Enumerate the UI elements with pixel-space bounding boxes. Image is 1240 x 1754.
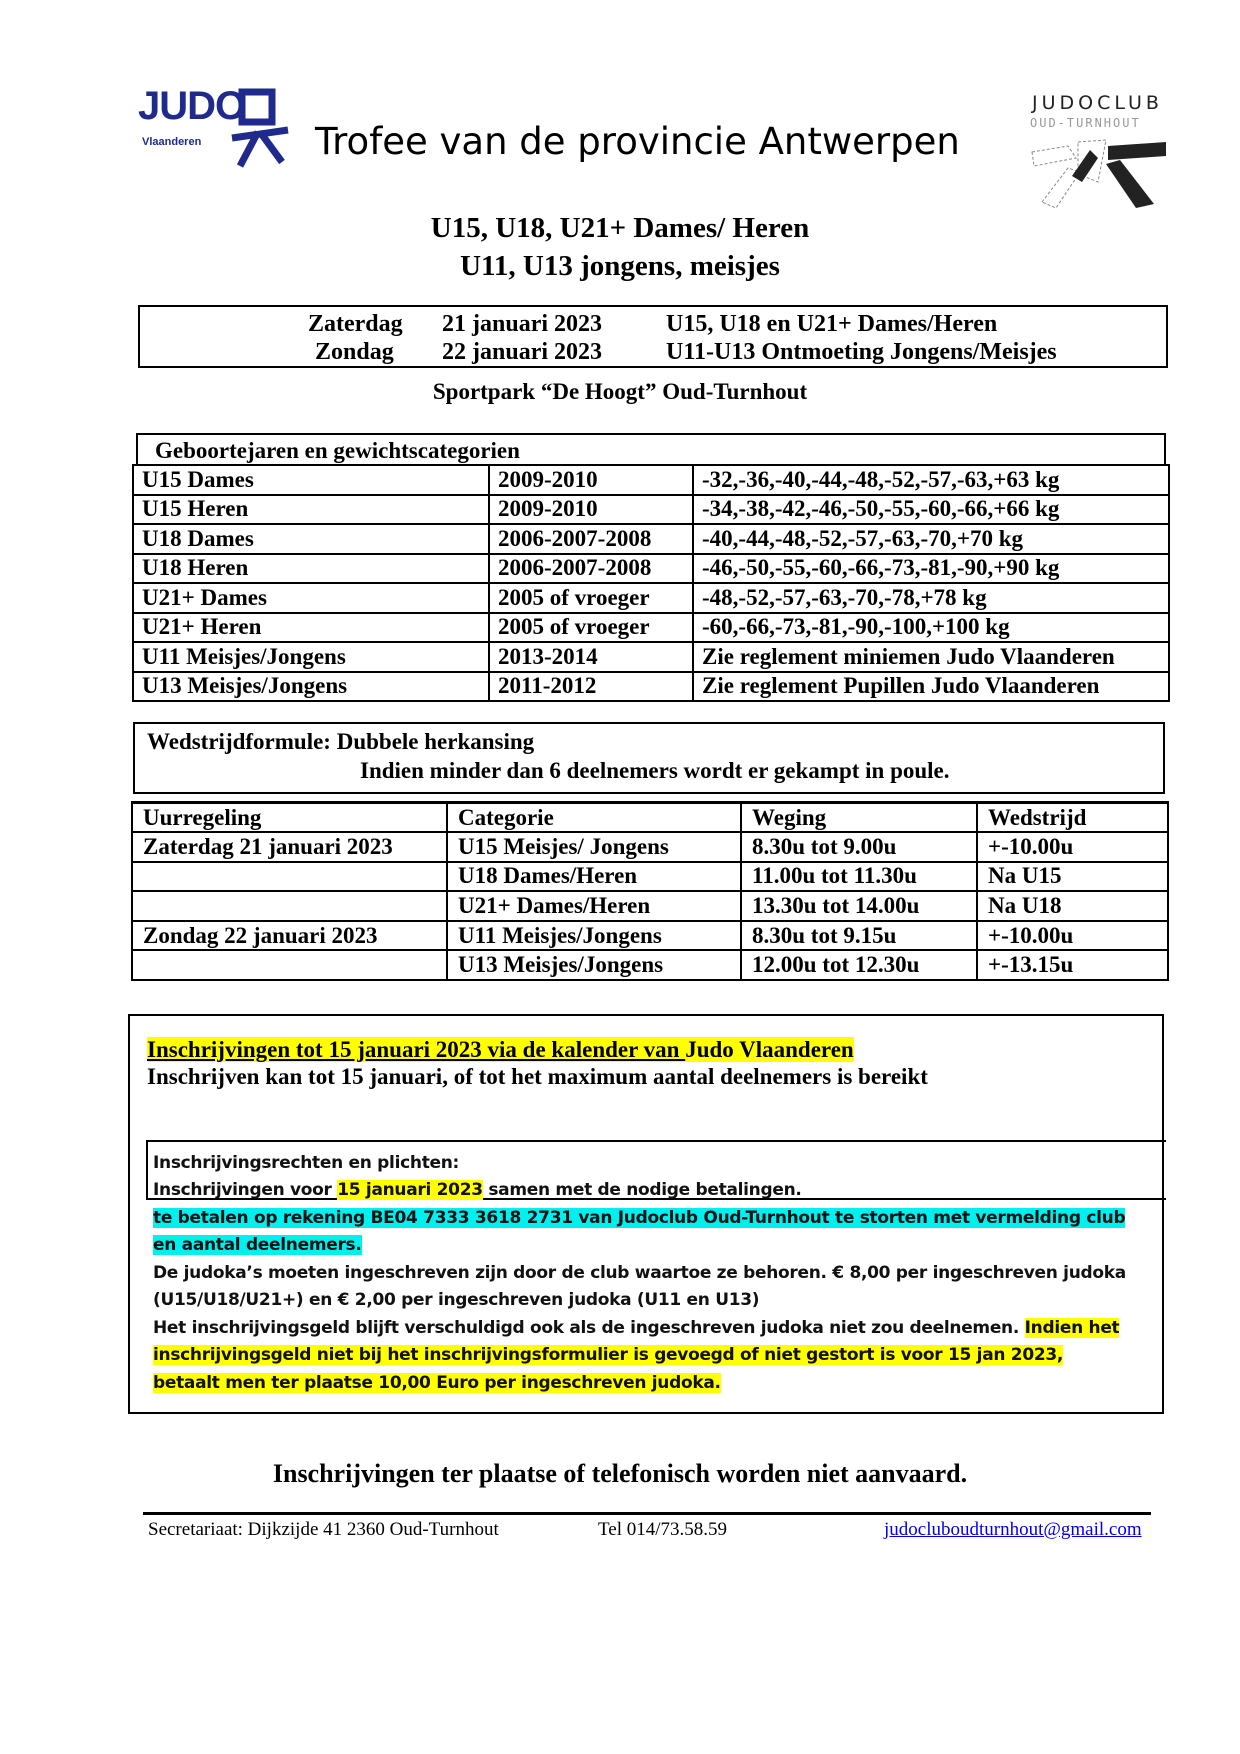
footer-divider bbox=[143, 1512, 1151, 1515]
fee-due-highlight: Indien het bbox=[1024, 1318, 1120, 1338]
category-row bbox=[133, 465, 1169, 495]
schedule-day: Zaterdag 21 januari 2023 bbox=[132, 832, 447, 862]
rights-heading: Inschrijvingsrechten en plichten: bbox=[153, 1153, 460, 1173]
schedule-day: Zondag 22 januari 2023 bbox=[132, 921, 447, 951]
category-row bbox=[133, 613, 1169, 643]
category-weights: Zie reglement Pupillen Judo Vlaanderen bbox=[693, 672, 1169, 702]
page-title: Trofee van de provincie Antwerpen bbox=[315, 120, 960, 163]
schedule-row bbox=[132, 921, 1168, 951]
footer-email-link[interactable]: judocluboudturnhout@gmail.com bbox=[884, 1519, 1142, 1540]
schedule-day bbox=[132, 862, 447, 892]
no-onsite-registration-notice: Inschrijvingen ter plaatse of telefonisch worden niet aanvaard. bbox=[272, 1459, 968, 1488]
category-name: U15 Heren bbox=[133, 495, 489, 525]
category-row bbox=[133, 495, 1169, 525]
schedule-column-header: Uurregeling bbox=[132, 803, 447, 833]
schedule-header-row bbox=[132, 803, 1168, 833]
date-date: 21 januari 2023 bbox=[442, 311, 603, 337]
category-name: U18 Heren bbox=[133, 554, 489, 584]
formula-line: Wedstrijdformule: Dubbele herkansing bbox=[147, 729, 535, 754]
footer-phone: Tel 014/73.58.59 bbox=[598, 1519, 728, 1540]
schedule-row bbox=[132, 950, 1168, 980]
category-row bbox=[133, 642, 1169, 672]
category-weights: Zie reglement miniemen Judo Vlaanderen bbox=[693, 642, 1169, 672]
judo-belt-icon bbox=[1028, 132, 1168, 212]
date-date: 22 januari 2023 bbox=[442, 339, 603, 365]
categories-heading: Geboortejaren en gewichtscategorien bbox=[155, 438, 520, 463]
category-name: U15 Dames bbox=[133, 465, 489, 495]
schedule-category: U18 Dames/Heren bbox=[447, 862, 741, 892]
payment-account-line-2: en aantal deelnemers. bbox=[153, 1235, 362, 1255]
category-birth-years: 2009-2010 bbox=[489, 465, 693, 495]
payment-account-line: te betalen op rekening BE04 7333 3618 2731 van Judoclub Oud-Turnhout te storten met vermelding club bbox=[153, 1208, 1126, 1228]
fee-due-line-2-wrap bbox=[153, 1342, 1063, 1369]
schedule-table bbox=[131, 801, 1169, 981]
schedule-weigh-in: 8.30u tot 9.15u bbox=[741, 921, 977, 951]
payment-line-1-wrap bbox=[153, 1205, 1125, 1232]
category-row bbox=[133, 583, 1169, 613]
schedule-column-header: Wedstrijd bbox=[977, 803, 1168, 833]
judoclub-oud-turnhout-logo bbox=[1028, 92, 1170, 222]
category-birth-years: 2005 of vroeger bbox=[489, 613, 693, 643]
fee-line-1: De judoka’s moeten ingeschreven zijn door de club waartoe ze behoren. € 8,00 per ingeschreven judoka bbox=[153, 1263, 1126, 1283]
schedule-weigh-in: 8.30u tot 9.00u bbox=[741, 832, 977, 862]
schedule-category: U21+ Dames/Heren bbox=[447, 891, 741, 921]
judo-logo-word: JUDO bbox=[138, 84, 246, 128]
rights-deadline-pre: Inschrijvingen voor bbox=[153, 1180, 338, 1200]
fee-due-line-3-wrap bbox=[153, 1370, 721, 1397]
category-weights: -48,-52,-57,-63,-70,-78,+78 kg bbox=[693, 583, 1169, 613]
fee-due-line-2: inschrijvingsgeld niet bij het inschrijvingsformulier is gevoegd of niet gestort is voor 15 jan 2023, bbox=[153, 1345, 1064, 1365]
date-categories: U15, U18 en U21+ Dames/Heren bbox=[666, 311, 998, 337]
category-row bbox=[133, 524, 1169, 554]
fee-due-line-3: betaalt men ter plaatse 10,00 Euro per ingeschreven judoka. bbox=[153, 1373, 721, 1393]
judo-vlaanderen-logo bbox=[138, 86, 288, 176]
club-logo-name: JUDOCLUB bbox=[1032, 92, 1163, 114]
rights-deadline-date: 15 januari 2023 bbox=[337, 1180, 483, 1200]
schedule-category: U15 Meisjes/ Jongens bbox=[447, 832, 741, 862]
payment-line-2-wrap bbox=[153, 1232, 362, 1259]
category-birth-years: 2006-2007-2008 bbox=[489, 524, 693, 554]
schedule-category: U13 Meisjes/Jongens bbox=[447, 950, 741, 980]
footer-address: Secretariaat: Dijkzijde 41 2360 Oud-Turnhout bbox=[148, 1519, 499, 1540]
registration-deadline-line bbox=[147, 1036, 854, 1064]
rights-deadline-line bbox=[153, 1177, 802, 1204]
category-weights: -60,-66,-73,-81,-90,-100,+100 kg bbox=[693, 613, 1169, 643]
schedule-start: +-10.00u bbox=[977, 921, 1168, 951]
schedule-row bbox=[132, 891, 1168, 921]
fee-due-line-1 bbox=[153, 1315, 1119, 1342]
categories-heading-box bbox=[136, 433, 1166, 466]
schedule-weigh-in: 12.00u tot 12.30u bbox=[741, 950, 977, 980]
schedule-weigh-in: 13.30u tot 14.00u bbox=[741, 891, 977, 921]
category-name: U18 Dames bbox=[133, 524, 489, 554]
category-weights: -32,-36,-40,-44,-48,-52,-57,-63,+63 kg bbox=[693, 465, 1169, 495]
category-name: U21+ Dames bbox=[133, 583, 489, 613]
schedule-start: Na U18 bbox=[977, 891, 1168, 921]
schedule-column-header: Categorie bbox=[447, 803, 741, 833]
categories-table bbox=[132, 464, 1170, 702]
club-logo-sub: OUD-TURNHOUT bbox=[1030, 116, 1141, 130]
category-weights: -34,-38,-42,-46,-50,-55,-60,-66,+66 kg bbox=[693, 495, 1169, 525]
schedule-category: U11 Meisjes/Jongens bbox=[447, 921, 741, 951]
schedule-start: +-13.15u bbox=[977, 950, 1168, 980]
category-weights: -46,-50,-55,-60,-66,-73,-81,-90,+90 kg bbox=[693, 554, 1169, 584]
schedule-row bbox=[132, 862, 1168, 892]
category-row bbox=[133, 554, 1169, 584]
event-dates-box bbox=[138, 305, 1168, 368]
formula-note: Indien minder dan 6 deelnemers wordt er gekampt in poule. bbox=[360, 758, 950, 783]
date-day: Zaterdag bbox=[308, 311, 403, 337]
schedule-start: Na U15 bbox=[977, 862, 1168, 892]
registration-deadline-org: Judo Vlaanderen bbox=[685, 1037, 854, 1062]
fee-due-plain: Het inschrijvingsgeld blijft verschuldigd ook als de ingeschreven judoka niet zou deelnemen. bbox=[153, 1318, 1025, 1338]
category-birth-years: 2013-2014 bbox=[489, 642, 693, 672]
subtitle-youth-categories: U11, U13 jongens, meisjes bbox=[460, 250, 780, 282]
schedule-start: +-10.00u bbox=[977, 832, 1168, 862]
schedule-day bbox=[132, 950, 447, 980]
competition-formula-box bbox=[133, 722, 1165, 794]
subtitle-senior-categories: U15, U18, U21+ Dames/ Heren bbox=[430, 212, 810, 244]
category-birth-years: 2009-2010 bbox=[489, 495, 693, 525]
schedule-day bbox=[132, 891, 447, 921]
category-name: U13 Meisjes/Jongens bbox=[133, 672, 489, 702]
date-day: Zondag bbox=[315, 339, 394, 365]
category-name: U11 Meisjes/Jongens bbox=[133, 642, 489, 672]
schedule-weigh-in: 11.00u tot 11.30u bbox=[741, 862, 977, 892]
category-birth-years: 2011-2012 bbox=[489, 672, 693, 702]
venue: Sportpark “De Hoogt” Oud-Turnhout bbox=[432, 379, 808, 404]
date-categories: U11-U13 Ontmoeting Jongens/Meisjes bbox=[666, 339, 1057, 365]
category-birth-years: 2005 of vroeger bbox=[489, 583, 693, 613]
rights-deadline-post: samen met de nodige betalingen. bbox=[482, 1180, 802, 1200]
registration-deadline-link-text: Inschrijvingen tot 15 januari 2023 via de kalender van bbox=[147, 1037, 686, 1062]
fee-line-2: (U15/U18/U21+) en € 2,00 per ingeschreven judoka (U11 en U13) bbox=[153, 1290, 760, 1310]
registration-limit-line: Inschrijven kan tot 15 januari, of tot het maximum aantal deelnemers is bereikt bbox=[147, 1064, 928, 1089]
category-weights: -40,-44,-48,-52,-57,-63,-70,+70 kg bbox=[693, 524, 1169, 554]
schedule-column-header: Weging bbox=[741, 803, 977, 833]
schedule-row bbox=[132, 832, 1168, 862]
category-name: U21+ Heren bbox=[133, 613, 489, 643]
vlaanderen-logo-sub: Vlaanderen bbox=[142, 136, 202, 148]
judo-mark-icon bbox=[230, 88, 290, 168]
category-row bbox=[133, 672, 1169, 702]
category-birth-years: 2006-2007-2008 bbox=[489, 554, 693, 584]
